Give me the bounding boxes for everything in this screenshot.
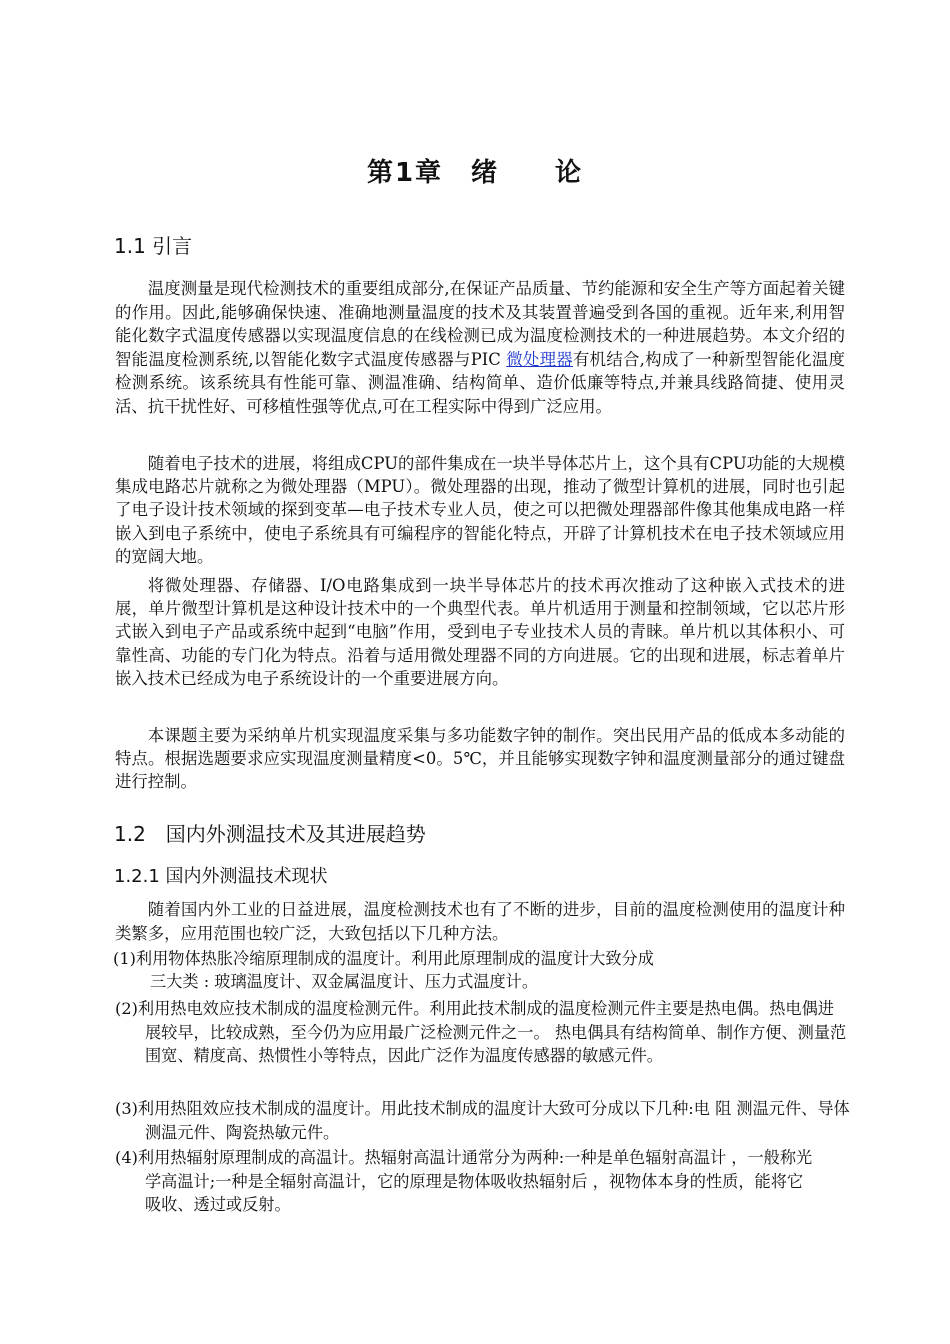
- paragraph-intro-1: [115, 277, 845, 418]
- list-item-1-line2: 三大类 : 玻璃温度计、双金属温度计、压力式温度计。: [150, 972, 539, 991]
- paragraph-intro-3: 将微处理器、存储器、I/O电路集成到一块半导体芯片的技术再次推动了这种嵌入式技术的进展，单片微型计算机是这种设计技术中的一个典型代表。单片机适用于测量和控制领域，它以芯片形式嵌入到电子产品或系统中起到“电脑”作用，受到电子专业技术人员的青睐。单片机以其体积小、可靠性高、功能的专门化为特点。沿着与适用微处理器不同的方向进展。它的出现和进展，标志着单片嵌入技术已经成为电子系统设计的一个重要进展方向。: [115, 576, 845, 688]
- paragraph-text: 有机结合,构成了一种新型智能化温度检测系统。该系统具有性能可靠、测温准确、结构简单、造价低廉等特点,并兼具线路简捷、使用灵活、抗干扰性好、可移植性强等优点,可在工程实际中得到广泛应用。: [115, 349, 846, 416]
- paragraph-methods-intro: 随着国内外工业的日益进展，温度检测技术也有了不断的进步，目前的温度检测使用的温度计种类繁多，应用范围也较广泛，大致包括以下几种方法。: [115, 900, 845, 943]
- section-heading-1-2: 1.2 国内外测温技术及其进展趋势: [114, 822, 426, 846]
- list-item-2: (2)利用热电效应技术制成的温度检测元件。利用此技术制成的温度检测元件主要是热电偶。热电偶进展较早，比较成熟，至今仍为应用最广泛检测元件之一。 热电偶具有结构简单、制作方便、测量范围宽、精度高、热惯性小等特点，因此广泛作为温度传感器的敏感元件。: [115, 999, 847, 1065]
- section-heading-1-1: 1.1 引言: [114, 234, 193, 258]
- paragraph-intro-4: 本课题主要为采纳单片机实现温度采集与多功能数字钟的制作。突出民用产品的低成本多动能的特点。根据选题要求应实现温度测量精度<0。5℃，并且能够实现数字钟和温度测量部分的通过键盘进行控制。: [115, 726, 845, 792]
- list-item-3: (3)利用热阻效应技术制成的温度计。用此技术制成的温度计大致可分成以下几种:电 阻 测温元件、导体测温元件、陶瓷热敏元件。: [115, 1099, 850, 1142]
- list-item-1-line1: (1)利用物体热胀冷缩原理制成的温度计。利用此原理制成的温度计大致分成: [113, 949, 654, 968]
- microprocessor-link[interactable]: 微处理器: [506, 349, 573, 369]
- list-item-4: (4)利用热辐射原理制成的高温计。热辐射高温计通常分为两种:一种是单色辐射高温计 ，一般称光学高温计;一种是全辐射高温计，它的原理是物体吸收热辐射后 ，视物体本身的性质，能将它吸收、透过或反射。: [115, 1148, 813, 1214]
- chapter-title: 第1章 绪 论: [366, 158, 584, 188]
- paragraph-text: 温度测量是现代检测技术的重要组成部分,在保证产品质量、节约能源和安全生产等方面起着关键的作用。因此,能够确保快速、准确地测量温度的技术及其装置普遍受到各国的重视。近年来,利用智能化数字式温度传感器以实现温度信息的在线检测已成为温度检测技术的一种进展趋势。本文介绍的智能温度检测系统,以智能化数字式温度传感器与PIC: [115, 279, 845, 369]
- paragraph-intro-2: 随着电子技术的进展，将组成CPU的部件集成在一块半导体芯片上，这个具有CPU功能的大规模集成电路芯片就称之为微处理器（MPU）。微处理器的出现，推动了微型计算机的进展，同时也引起了电子设计技术领域的探到变革—电子技术专业人员，使之可以把微处理器部件像其他集成电路一样嵌入到电子系统中，使电子系统具有可编程序的智能化特点，开辟了计算机技术在电子技术领域应用的宽阔大地。: [115, 454, 845, 566]
- subsection-heading-1-2-1: 1.2.1 国内外测温技术现状: [114, 866, 328, 887]
